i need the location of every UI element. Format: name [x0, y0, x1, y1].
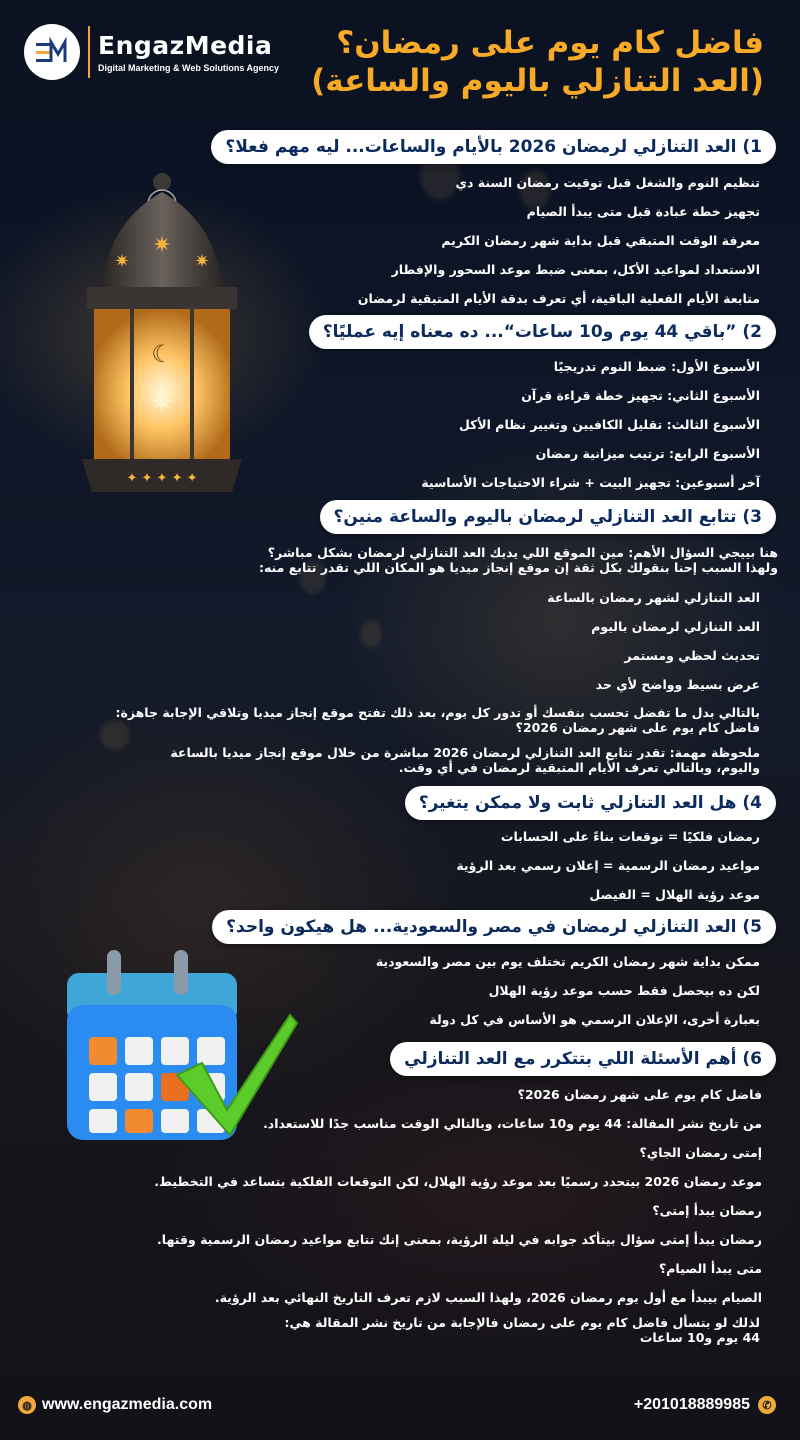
svg-text:☾: ☾ — [151, 340, 173, 368]
intro-line: ولهذا السبب إحنا بنقولك بكل ثقة إن موقع إنجاز ميديا هو المكان اللي تقدر تتابع منه: — [258, 560, 778, 575]
list-item: ممكن بداية شهر رمضان الكريم تختلف يوم بين مصر والسعودية — [375, 954, 760, 969]
phone-link[interactable] — [634, 1396, 776, 1414]
bokeh-light — [360, 620, 382, 648]
list-item: تحديث لحظي ومستمر — [624, 648, 760, 663]
list-item: الأسبوع الرابع: ترتيب ميزانية رمضان — [535, 446, 760, 461]
logo-m-icon — [24, 24, 80, 80]
conclusion-line: فاضل كام يوم على شهر رمضان 2026؟ — [515, 720, 760, 735]
list-item: عرض بسيط وواضح لأي حد — [595, 677, 760, 692]
list-item: بعبارة أخرى، الإعلان الرسمي هو الأساس في كل دولة — [429, 1012, 760, 1027]
faq-question: رمضان يبدأ إمتى؟ — [652, 1203, 762, 1218]
list-item: مواعيد رمضان الرسمية = إعلان رسمي بعد الرؤية — [456, 858, 760, 873]
section-4-heading: 4) هل العد التنازلي ثابت ولا ممكن يتغير؟ — [405, 786, 776, 820]
list-item: العد التنازلي لرمضان باليوم — [591, 619, 760, 634]
section-6-faq — [154, 1080, 762, 1312]
list-item: معرفة الوقت المتبقي قبل بداية شهر رمضان الكريم — [441, 233, 760, 248]
faq-question: متى يبدأ الصيام؟ — [659, 1261, 762, 1276]
svg-text:✷: ✷ — [114, 251, 130, 272]
list-item: رمضان فلكيًا = توقعات بناءً على الحسابات — [500, 829, 760, 844]
section-4-list — [456, 822, 760, 909]
brand-name: EngazMedia — [98, 30, 273, 60]
section-6-final — [284, 1315, 760, 1345]
section-2-list — [421, 352, 760, 497]
ramadan-lantern-icon — [72, 172, 252, 502]
brand-logo[interactable] — [24, 24, 279, 80]
svg-text:✦ ✦ ✦ ✦ ✦: ✦ ✦ ✦ ✦ ✦ — [126, 471, 198, 486]
list-item: آخر أسبوعين: تجهيز البيت + شراء الاحتياجات الأساسية — [421, 475, 760, 490]
svg-text:✷: ✷ — [152, 233, 172, 258]
section-3-intro — [259, 545, 778, 575]
website-text: www.engazmedia.com — [42, 1396, 213, 1413]
svg-text:✷: ✷ — [194, 251, 210, 272]
section-3-heading: 3) تتابع العد التنازلي لرمضان باليوم والساعة منين؟ — [320, 500, 777, 534]
logo-mark — [24, 24, 80, 80]
phone-text: +201018889985 — [633, 1396, 750, 1413]
note-line: واليوم، وبالتالي تعرف الأيام المتبقية لرمضان في أي وقت. — [398, 760, 760, 775]
section-1-list — [358, 168, 760, 313]
list-item: الاستعداد لمواعيد الأكل، بمعنى ضبط موعد السحور والإفطار — [391, 262, 760, 277]
list-item: الأسبوع الثالث: تقليل الكافيين وتغيير نظام الأكل — [458, 417, 760, 432]
faq-question: فاضل كام يوم على شهر رمضان 2026؟ — [517, 1087, 762, 1102]
faq-question: إمتى رمضان الجاي؟ — [639, 1145, 762, 1160]
section-3-conclusion — [115, 705, 760, 735]
list-item: العد التنازلي لشهر رمضان بالساعة — [547, 590, 760, 605]
globe-icon: ◍ — [18, 1396, 36, 1414]
page-title — [311, 24, 764, 100]
faq-answer: موعد رمضان 2026 بيتحدد رسميًا بعد موعد رؤية الهلال، لكن التوقعات الفلكية بتساعد في التخطيط. — [154, 1174, 762, 1189]
section-5-list — [376, 947, 760, 1034]
website-link[interactable] — [18, 1396, 212, 1414]
list-item: موعد رؤية الهلال = الفيصل — [589, 887, 760, 902]
section-3-list — [547, 583, 760, 699]
list-item: الأسبوع الأول: ضبط النوم تدريجيًا — [553, 359, 760, 374]
phone-icon: ✆ — [758, 1396, 776, 1414]
faq-answer: الصيام بيبدأ مع أول يوم رمضان 2026، ولهذا السبب لازم تعرف التاريخ النهائي بعد الرؤية. — [214, 1290, 762, 1305]
intro-line: هنا بييجي السؤال الأهم: مين الموقع اللي يديك العد التنازلي لرمضان بشكل مباشر؟ — [267, 545, 778, 560]
conclusion-line: بالتالي بدل ما تفضل تحسب بنفسك أو تدور كل يوم، بعد ذلك تفتح موقع إنجاز ميديا وتلاقي الإجابة جاهزة: — [115, 705, 760, 720]
section-3-note — [170, 745, 760, 775]
title-line-1: فاضل كام يوم على رمضان؟ — [336, 25, 764, 61]
list-item: تجهيز خطة عبادة قبل متى يبدأ الصيام — [526, 204, 760, 219]
list-item: لكن ده بيحصل فقط حسب موعد رؤية الهلال — [488, 983, 760, 998]
list-item: تنظيم النوم والشغل قبل توقيت رمضان السنة دي — [455, 175, 760, 190]
list-item: متابعة الأيام الفعلية الباقية، أي تعرف بدقة الأيام المتبقية لرمضان — [357, 291, 760, 306]
list-item: الأسبوع الثاني: تجهيز خطة قراءة قرآن — [521, 388, 760, 403]
note-line: ملحوظة مهمة: تقدر تتابع العد التنازلي لرمضان 2026 مباشرة من خلال موقع إنجاز ميديا بالساعة — [170, 745, 760, 760]
brand-tagline: Digital Marketing & Web Solutions Agency — [98, 62, 280, 73]
logo-divider — [88, 26, 90, 78]
faq-answer: رمضان يبدأ إمتى سؤال بيتأكد جوابه في ليلة الرؤية، بمعنى إنك تتابع مواعيد رمضان الرسمية وقتها. — [157, 1232, 762, 1247]
final-line: لذلك لو بتسأل فاضل كام يوم على رمضان فالإجابة من تاريخ نشر المقالة هي: — [284, 1315, 760, 1330]
section-6-heading: 6) أهم الأسئلة اللي بتتكرر مع العد التنازلي — [390, 1042, 776, 1076]
svg-text:✷: ✷ — [149, 385, 175, 420]
title-line-2: (العد التنازلي باليوم والساعة) — [311, 63, 764, 99]
faq-answer: من تاريخ نشر المقالة: 44 يوم و10 ساعات، وبالتالي الوقت مناسب جدًا للاستعداد. — [263, 1116, 762, 1131]
section-2-heading: 2) ”باقي 44 يوم و10 ساعات“... ده معناه إيه عمليًا؟ — [309, 315, 776, 349]
section-1-heading: 1) العد التنازلي لرمضان 2026 بالأيام والساعات... ليه مهم فعلا؟ — [211, 130, 776, 164]
final-answer: 44 يوم و10 ساعات — [639, 1330, 760, 1345]
section-5-heading: 5) العد التنازلي لرمضان في مصر والسعودية... هل هيكون واحد؟ — [212, 910, 776, 944]
